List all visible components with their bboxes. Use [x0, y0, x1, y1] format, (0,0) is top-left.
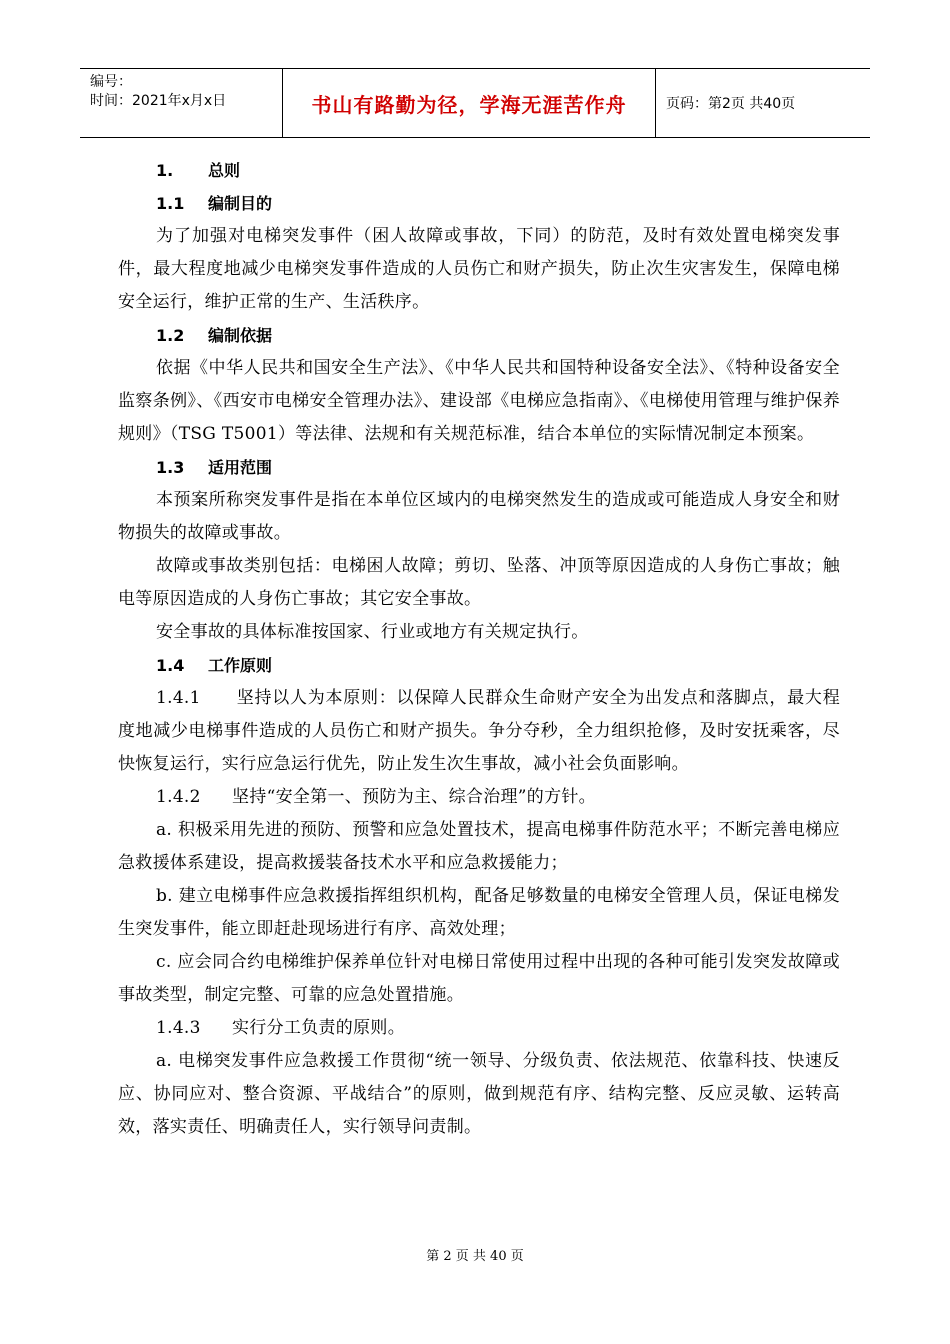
paragraph-scope: 本预案所称突发事件是指在本单位区域内的电梯突然发生的造成或可能造成人身安全和财物损失的故障或事故。	[118, 490, 840, 543]
list-item-a: a. 积极采用先进的预防、预警和应急处置技术，提高电梯事件防范水平；不断完善电梯应急救援体系建设，提高救援装备技术水平和应急救援能力；	[118, 820, 840, 873]
header-meta	[80, 69, 282, 137]
list-item-c: c. 应会同合约电梯维护保养单位针对电梯日常使用过程中出现的各种可能引发突发故障或事故类型，制定完整、可靠的应急处置措施。	[118, 952, 840, 1005]
header-motto: 书山有路勤为径，学海无涯苦作舟	[282, 69, 656, 137]
paragraph-standards: 安全事故的具体标准按国家、行业或地方有关规定执行。	[156, 622, 589, 642]
section-heading-1-4: 1.4 工作原则	[156, 656, 273, 675]
paragraph-basis: 依据《中华人民共和国安全生产法》、《中华人民共和国特种设备安全法》、《特种设备安全监察条例》、《西安市电梯安全管理办法》、建设部《电梯应急指南》、《电梯使用管理与维护保养规则》（TSG T5001）等法律、法规和有关规范标准，结合本单位的实际情况制定本预案。	[118, 358, 840, 444]
paragraph-1-4-2: 1.4.2 坚持“安全第一、预防为主、综合治理”的方针。	[156, 787, 596, 807]
header-page-info: 页码：第2页 共40页	[666, 96, 796, 112]
list-item-a-2: a. 电梯突发事件应急救援工作贯彻“统一领导、分级负责、依法规范、依靠科技、快速反应、协同应对、整合资源、平战结合”的原则，做到规范有序、结构完整、反应灵敏、运转高效，落实责任、明确责任人，实行领导问责制。	[118, 1051, 840, 1137]
header-code-label: 编号：	[90, 74, 132, 90]
page-footer: 第 2 页 共 40 页	[426, 1249, 524, 1264]
section-heading-1: 1. 总则	[156, 161, 241, 180]
document-body	[118, 154, 840, 1144]
list-item-b: b. 建立电梯事件应急救援指挥组织机构，配备足够数量的电梯安全管理人员，保证电梯发生突发事件，能立即赶赴现场进行有序、高效处理；	[118, 886, 840, 939]
paragraph-categories: 故障或事故类别包括：电梯困人故障；剪切、坠落、冲顶等原因造成的人身伤亡事故；触电等原因造成的人身伤亡事故；其它安全事故。	[118, 556, 840, 609]
paragraph-1-4-3: 1.4.3 实行分工负责的原则。	[156, 1018, 405, 1038]
section-heading-1-2: 1.2 编制依据	[156, 326, 273, 345]
header-date-label: 时间：2021年x月x日	[90, 93, 227, 109]
paragraph-1-4-1: 1.4.1 坚持以人为本原则：以保障人民群众生命财产安全为出发点和落脚点，最大程度地减少电梯事件造成的人员伤亡和财产损失。争分夺秒，全力组织抢修，及时安抚乘客，尽快恢复运行，实行应急运行优先，防止发生次生事故，减小社会负面影响。	[118, 688, 840, 774]
section-heading-1-1: 1.1 编制目的	[156, 194, 273, 213]
paragraph-purpose: 为了加强对电梯突发事件（困人故障或事故，下同）的防范，及时有效处置电梯突发事件，最大程度地减少电梯突发事件造成的人员伤亡和财产损失，防止次生灾害发生，保障电梯安全运行，维护正常的生产、生活秩序。	[118, 226, 840, 312]
section-heading-1-3: 1.3 适用范围	[156, 458, 273, 477]
page-header	[80, 68, 870, 138]
